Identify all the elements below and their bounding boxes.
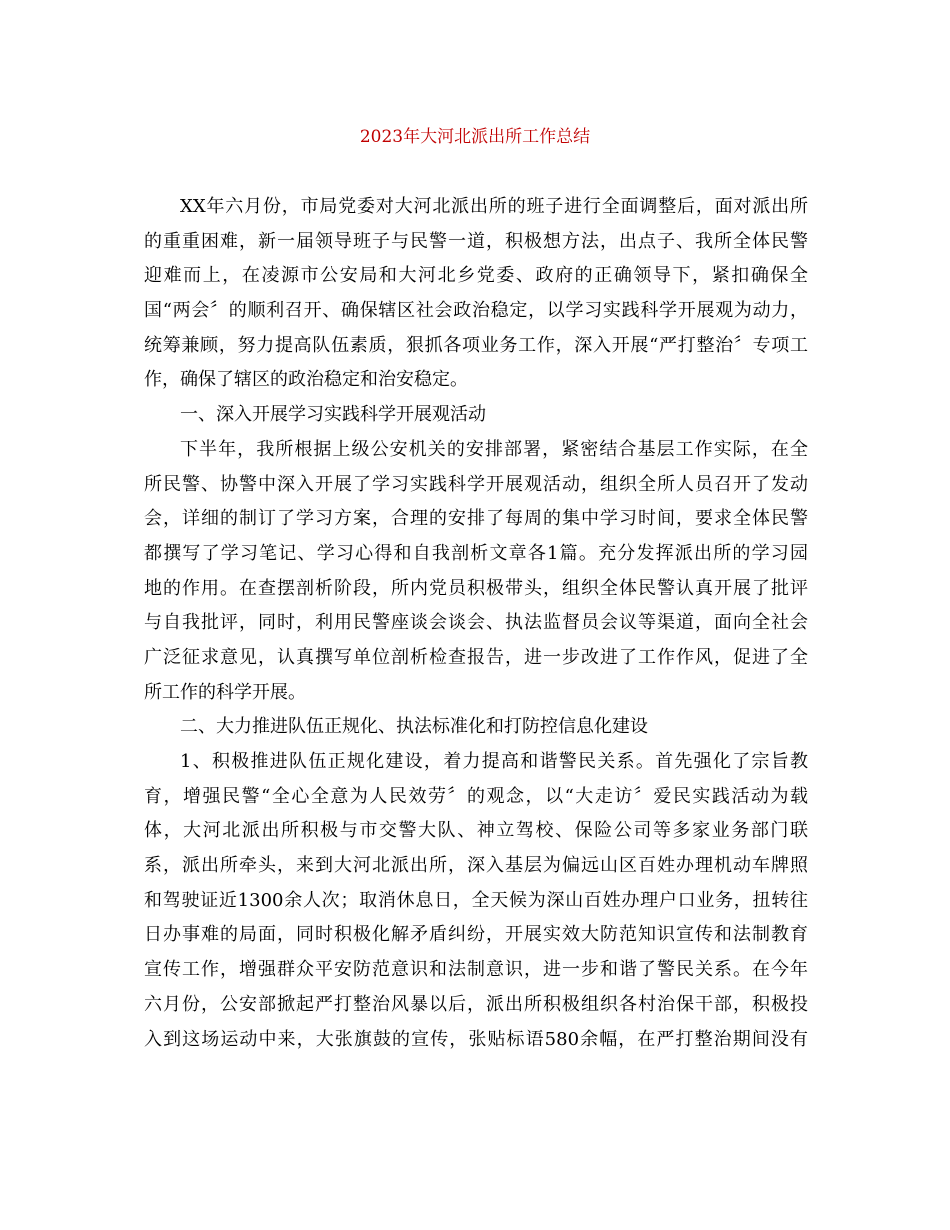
text-line: 所工作的科学开展。 xyxy=(144,681,306,703)
text-line: 作，确保了辖区的政治稳定和治安稳定。 xyxy=(144,369,468,391)
document-title: 2023年大河北派出所工作总结 xyxy=(359,127,591,147)
heading-line: 一、深入开展学习实践科学开展观活动 xyxy=(180,404,486,426)
text-line: 统筹兼顾，努力提高队伍素质，狠抓各项业务工作，深入开展“严打整治〞专项工 xyxy=(144,334,808,356)
text-line: 都撰写了学习笔记、学习心得和自我剖析文章各1篇。充分发挥派出所的学习园 xyxy=(144,542,808,564)
heading-line: 二、大力推进队伍正规化、执法标准化和打防控信息化建设 xyxy=(180,716,648,738)
text-line: 迎难而上，在凌源市公安局和大河北乡党委、政府的正确领导下，紧扣确保全 xyxy=(144,265,808,287)
text-line: 的重重困难，新一届领导班子与民警一道，积极想方法，出点子、我所全体民警 xyxy=(144,230,808,252)
text-line: 六月份，公安部掀起严打整治风暴以后，派出所积极组织各村治保干部，积极投 xyxy=(144,993,808,1015)
text-line: 地的作用。在查摆剖析阶段，所内党员积极带头，组织全体民警认真开展了批评 xyxy=(144,577,808,599)
section-heading-2 xyxy=(144,710,808,745)
text-line: XX年六月份，市局党委对大河北派出所的班子进行全面调整后，面对派出所 xyxy=(180,196,808,217)
text-line: 系，派出所牵头，来到大河北派出所，深入基层为偏远山区百姓办理机动车牌照 xyxy=(144,855,808,877)
text-line: 下半年，我所根据上级公安机关的安排部署，紧密结合基层工作实际，在全 xyxy=(180,438,808,460)
text-line: 与自我批评，同时，利用民警座谈会谈会、执法监督员会议等渠道，面向全社会 xyxy=(144,612,808,634)
paragraph-study-activity xyxy=(144,433,808,711)
text-line: 日办事难的局面，同时积极化解矛盾纠纷，开展实效大防范知识宣传和法制教育 xyxy=(144,924,808,946)
section-heading-1 xyxy=(144,398,808,433)
paragraph-intro xyxy=(144,190,808,398)
text-line: 国“两会〞的顺利召开、确保辖区社会政治稳定，以学习实践科学开展观为动力， xyxy=(144,300,808,322)
text-line: 入到这场运动中来，大张旗鼓的宣传，张贴标语580余幅，在严打整治期间没有 xyxy=(144,1028,808,1050)
text-line: 广泛征求意见，认真撰写单位剖析检查报告，进一步改进了工作作风，促进了全 xyxy=(144,646,808,668)
text-line: 体，大河北派出所积极与市交警大队、神立驾校、保险公司等多家业务部门联 xyxy=(144,820,808,842)
text-line: 和驾驶证近1300余人次；取消休息日，全天候为深山百姓办理户口业务，扭转往 xyxy=(144,889,808,911)
text-line: 1、积极推进队伍正规化建设，着力提高和谐警民关系。首先强化了宗旨教 xyxy=(180,751,808,772)
text-line: 所民警、协警中深入开展了学习实践科学开展观活动，组织全所人员召开了发动 xyxy=(144,473,808,495)
text-line: 宣传工作，增强群众平安防范意识和法制意识，进一步和谐了警民关系。在今年 xyxy=(144,959,808,981)
document-body xyxy=(144,190,808,1057)
paragraph-team-building xyxy=(144,745,808,1057)
text-line: 会，详细的制订了学习方案，合理的安排了每周的集中学习时间，要求全体民警 xyxy=(144,508,808,530)
text-line: 育，增强民警“全心全意为人民效劳〞的观念，以“大走访〞爱民实践活动为载 xyxy=(144,785,808,807)
